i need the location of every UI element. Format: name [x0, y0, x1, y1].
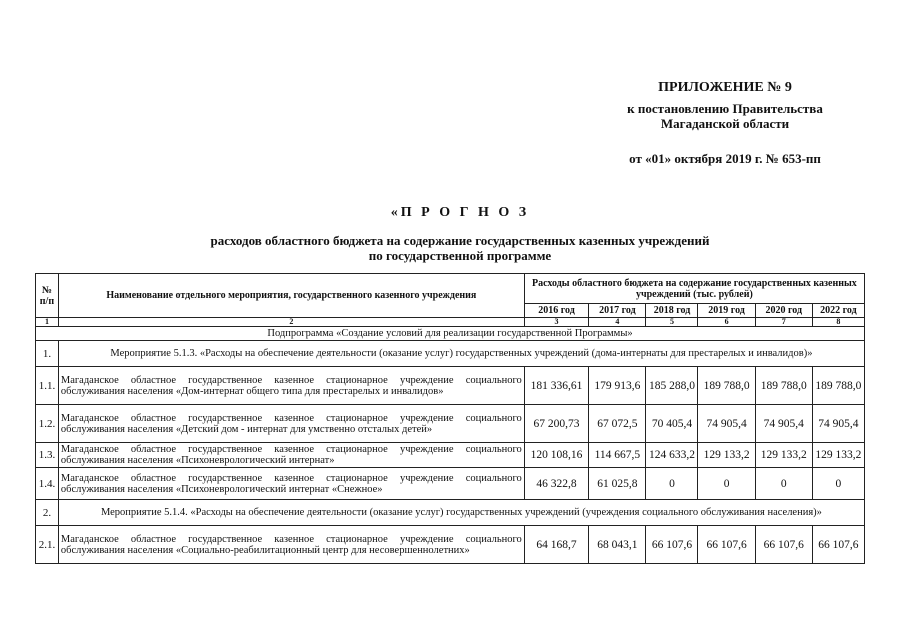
title-line-2: расходов областного бюджета на содержание государственных казенных учреждений [210, 233, 710, 248]
appendix-number: ПРИЛОЖЕНИЕ № 9 [658, 80, 792, 95]
expense-value: 68 043,1 [589, 526, 646, 564]
expense-value: 66 107,6 [698, 526, 755, 564]
appendix-resolution: к постановлению Правительства [627, 101, 823, 116]
expense-value: 74 905,4 [812, 405, 864, 443]
expense-value: 114 667,5 [589, 443, 646, 468]
expense-value: 129 133,2 [755, 443, 812, 468]
row-number: 1.4. [36, 468, 59, 500]
subprogram-row: Подпрограмма «Создание условий для реализации государственной Программы» [36, 327, 865, 341]
header-year: 2020 год [755, 304, 812, 318]
header-year: 2018 год [646, 304, 698, 318]
expense-value: 74 905,4 [698, 405, 755, 443]
table-row [36, 443, 865, 468]
index-cell: 5 [646, 318, 698, 327]
measure-number: 2. [36, 500, 59, 526]
measure-number: 1. [36, 341, 59, 367]
expense-value: 189 788,0 [698, 367, 755, 405]
header-expenses: Расходы областного бюджета на содержание государственных казенных учреждений (тыс. рублей) [524, 274, 864, 304]
header-year: 2019 год [698, 304, 755, 318]
expense-value: 120 108,16 [524, 443, 588, 468]
expense-value: 66 107,6 [812, 526, 864, 564]
header-year: 2022 год [812, 304, 864, 318]
header-year: 2017 год [589, 304, 646, 318]
expense-value: 67 200,73 [524, 405, 588, 443]
index-cell: 7 [755, 318, 812, 327]
title-line-3: по государственной программе [368, 248, 552, 263]
institution-name: Магаданское областное государственное казенное стационарное учреждение социального обслуживания населения «Психоневрологический интернат «Снежное» [58, 468, 524, 500]
expense-value: 67 072,5 [589, 405, 646, 443]
row-number: 1.3. [36, 443, 59, 468]
expense-value: 66 107,6 [646, 526, 698, 564]
index-cell: 4 [589, 318, 646, 327]
expense-value: 64 168,7 [524, 526, 588, 564]
index-cell: 1 [36, 318, 59, 327]
table-row [36, 468, 865, 500]
header-name: Наименование отдельного мероприятия, государственного казенного учреждения [58, 274, 524, 318]
expense-value: 61 025,8 [589, 468, 646, 500]
row-number: 1.2. [36, 405, 59, 443]
appendix-date: от «01» октября 2019 г. № 653-пп [629, 151, 821, 166]
index-cell: 3 [524, 318, 588, 327]
expense-value: 0 [698, 468, 755, 500]
expense-value: 179 913,6 [589, 367, 646, 405]
index-cell: 2 [58, 318, 524, 327]
expense-value: 181 336,61 [524, 367, 588, 405]
institution-name: Магаданское областное государственное казенное стационарное учреждение социального обслуживания населения «Дом-интернат общего типа для престарелых и инвалидов» [58, 367, 524, 405]
table-row [36, 367, 865, 405]
expense-value: 74 905,4 [755, 405, 812, 443]
measure-title: Мероприятие 5.1.3. «Расходы на обеспечение деятельности (оказание услуг) государственных учреждений (дома-интернаты для престарелых и инвалидов)» [58, 341, 864, 367]
expense-value: 70 405,4 [646, 405, 698, 443]
forecast-table [35, 273, 865, 564]
header-year: 2016 год [524, 304, 588, 318]
measure-title: Мероприятие 5.1.4. «Расходы на обеспечение деятельности (оказание услуг) государственных учреждений (учреждения социального обслуживания населения)» [58, 500, 864, 526]
header-num: № п/п [36, 274, 59, 318]
expense-value: 46 322,8 [524, 468, 588, 500]
index-cell: 6 [698, 318, 755, 327]
institution-name: Магаданское областное государственное казенное стационарное учреждение социального обслуживания населения «Детский дом - интернат для умственно отсталых детей» [58, 405, 524, 443]
row-number: 1.1. [36, 367, 59, 405]
expense-value: 129 133,2 [698, 443, 755, 468]
table-row [36, 405, 865, 443]
table-row [36, 526, 865, 564]
expense-value: 124 633,2 [646, 443, 698, 468]
expense-value: 0 [755, 468, 812, 500]
measure2-rows [36, 526, 865, 564]
institution-name: Магаданское областное государственное казенное стационарное учреждение социального обслуживания населения «Социально-реабилитационный центр для несовершеннолетних» [58, 526, 524, 564]
appendix-block [560, 80, 890, 166]
appendix-region: Магаданской области [660, 116, 790, 131]
expense-value: 185 288,0 [646, 367, 698, 405]
row-number: 2.1. [36, 526, 59, 564]
index-cell: 8 [812, 318, 864, 327]
document-title [120, 205, 800, 263]
expense-value: 0 [812, 468, 864, 500]
measure1-rows [36, 367, 865, 500]
expense-value: 0 [646, 468, 698, 500]
institution-name: Магаданское областное государственное казенное стационарное учреждение социального обслуживания населения «Психоневрологический интернат» [58, 443, 524, 468]
expense-value: 189 788,0 [755, 367, 812, 405]
expense-value: 66 107,6 [755, 526, 812, 564]
expense-value: 129 133,2 [812, 443, 864, 468]
title-heading: «П Р О Г Н О З [390, 205, 530, 220]
expense-value: 189 788,0 [812, 367, 864, 405]
